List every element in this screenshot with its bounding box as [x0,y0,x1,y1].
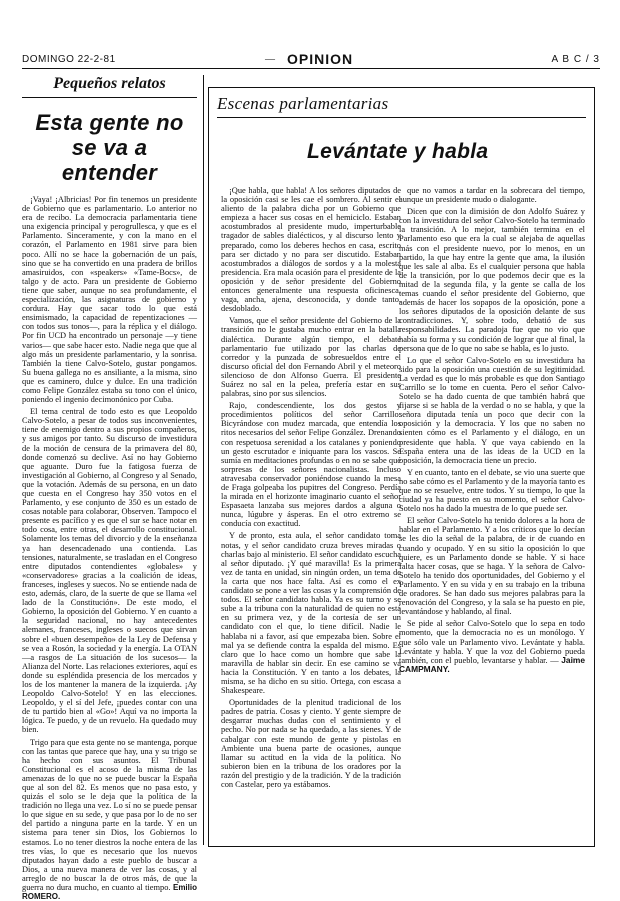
right-article-column-2 [399,152,585,842]
right-kicker: Escenas parlamentarias [217,94,586,118]
right-paragraph: Y en cuanto, tanto en el debate, se vio una suerte que no sabe cómo es el Parlamento y de la mayoría tanto es que no se resuelve, entre todos. Y su tiempo, lo que la ciudad ya ha puesto en su momento, el señor Calvo-Sotelo nos ha dado la muestra de lo que puede ser. [399,467,585,514]
section-title: OPINION [287,51,354,67]
right-paragraph-text: Se pide al señor Calvo-Sotelo que lo sepa en todo momento, que la democracia no es un monólogo. Y que sólo vale un Parlamento vivo. Levántate y habla. Levántate y habla. Y que la voz del Gobierno pueda también, con el pueblo, levantarse y hablar. [399,619,585,665]
left-paragraph [22,738,197,901]
right-paragraph: Rajo, condescendiente, los dos gestos y procedimientos políticos del señor Carrillo: Bicyrándose con mudez marcada, que entendía los ritos necesarios del señor Felipe González. Drenando con respetuosa serenidad a los catalanes y poniendo un gesto escrutador e iniquante para los vascos. Se sumía en meditaciones profundas o en no se sabe qué sorpresas de los señores nacionalistas. Incluso atravesaba conservador poniéndose cuando la mesa de Fraga golpeaba los pupitres del Congreso. Perdía la mirada en el horizonte imaginario cuanto el señor Espasaeta lanzaba sus mejores dardos a alguna o nunca, lúgubre y ásperas. En el otro extremo se conducía con exactitud. [221,401,401,529]
left-headline: Esta gente no se va a entender [35,110,184,185]
headline-space [221,152,401,186]
right-paragraph: que no vamos a tardar en la sobrecara del tiempo, aunque un presidente mudo o dialogante. [399,186,585,205]
right-headline: Levántate y habla [307,140,489,163]
header-dash: — [265,54,275,65]
right-paragraph: Se pide al señor Calvo-Sotelo que lo sepa en todo momento, que la democracia no es un monólogo. Y que sólo vale un Parlamento vivo. Levántate y habla. Levántate y habla. Y que la voz del Gobierno pueda también, con el pueblo, levantarse y hablar. — Jaime CAMPMANY. [399,619,585,674]
left-kicker: Pequeños relatos [22,75,197,98]
right-byline: Jaime CAMPMANY. [399,654,585,674]
right-paragraph: Vamos, que el señor presidente del Gobierno de la transición no le gustaba mucho entrar en la batalla dialéctica. Durante algún tiempo, el debate parlamentario fue utilizado por las charlas de corredor y la punzada de sobresueldos entre el discurso oficial del don Fernando Abril y el meteoro silencioso de don Alfonso Guerra. El presidente Suárez no sal en la pelea, prefería estar en sus palabras, sino por sus silencios. [221,316,401,399]
left-byline: Emilio ROMERO. [22,883,197,901]
right-paragraph: Oportunidades de la plenitud tradicional de los padres de patria. Cosas y ciento. Y gente siempre de desgarrar muchas dudas con el sentimiento y el pecho. No por nada se ha quedado, a las sienes. Y de cabalgar con este mundo de gente y pistolas en Ambiente una buena parte de ocasiones, aunque llamar su actitud en la vida de la política. No subieron bien en la tribuna de los oradores por la razón del prestigio y de la tradición. Y de la tradición con Castelar, pero ya estábamos. [221,698,401,789]
left-paragraph-text: Trigo para que esta gente no se mantenga, porque con las tantas que parece que hay, una y su trigo se ha hecho con sus asuntos. El Tribunal Constitucional es el acoso de la misma de las amenazas de lo que no se puede buscar la España que al son del 82. Es menos que no pasa esto, y quizás el solo se le deja que la política de la tradición no llega una vez. Lo sí no se puede pensar lo que sigue en su sede, y que pasa por lo de no ser del partido a ninguna parte en la tarde. Y en un sistema para tener sin Dios, los Gobiernos lo estamos. Lo no tener diestros la noche entera de las tres vías, lo que es necesario que los nuevos diputados hayan dado a este pueblo de buscar a Dios, a una nueva manera de ver las cosas, y al arreglo de no buscar la de otros más, de que la guerra no dura mucho, en cuanto al tiempo. [22,737,197,893]
page-number: A B C / 3 [551,54,600,65]
left-column-article [22,75,197,901]
right-paragraph: ¡Que habla, que habla! A los señores diputados de la oposición casi se les cae el sombrero. Al sentir el aliento de la palabra dicha por un Gobierno que empieza a hacer sus cosas en el hemiciclo. Estaban acostumbrados al presidente mudo, imperturbable tragador de sables dialécticos, y al discurso lento y preparado, como los deberes hechos en casa, escrito para ser dictado y no para ser discutido. Estaban acostumbrados a diálogos de sordos y a la molesta presidencia. Era mala ocasión para el presidente de la oposición y de señor presidente del Gobierno entonces generalmente una respuesta oficinesca, vaga, ancha, ajena, desconocida, y donde tanto, desdoblado. [221,186,401,314]
right-paragraph: Y de pronto, esta aula, el señor candidato toma notas, y el señor candidato cruza breves miradas o charlas bajo al ministerio. El señor candidato escucha al señor diputado. ¡Y qué maravilla! Es la primera vez de tanta en unidad, sin ningún orden, un tema de la carta que nos hace falta. Así es como el ex candidato se pone a ver las cosas y la comprensión de todos. El señor candidato habla. Ya es su turno y se sube a la tribuna con la naturalidad de quien no está en su primera vez, y de la cortesía de ser un candidato con el que, lo tiene difícil. Nadie le hablaba ni a favor, así que empezaba bien. Sobre el mal ya se defiende contra la espalda del mismo. Es claro que lo hace como un hombre que sabe la maravilla de hablar sin decir. En ese camino se va hacia la Constitución. Y en tanto a los debates, la misma, se ha dicho en su sitio. Ortega, con escasa a Shakespeare. [221,531,402,696]
left-article-body [22,195,197,901]
left-paragraph: ¡Vaya! ¡Albricias! Por fin tenemos un presidente de Gobierno que es parlamentario. Lo anterior no era de recibo. La democracia parlamentaria tiene una exigencia principal y perogrullesca, y que es el Parlamento. Sinceramente, y con la mano en el corazón, el Parlamento en 1981 sirve para bien poco. Allí no se hace la gobernación de un país, sino que se ha convertido en una pradera de brillos amasiruidos, con «speakers» «Tame-Bocs», de talgo y de acto. Para un presidente de Gobierno tiene que saber, aunque no sea profundamente, el especialización, las asignaturas de gobierno y cordura. Hay que sacar todo lo que está ensimismado, la capacidad de repentizaciones —con todos sus tonos—, para la réplica y el diálogo. Por fin UCD ha encontrado un personaje —y tiene varios— que sabe hacer esto. Nadie nega que que al algo más un presidente parlamentario, y la sonrisa. También la tiene Calvo-Sotelo, gustar pongamos. Su buena gallega no es ansiliante, a la misma, sino que es caminero, dulce y dulce. En una tradición como Felipe González estaba su tono con el único, poniendo el ingenio decimonónico por Cuba. [22,195,197,405]
right-paragraph: El señor Calvo-Sotelo ha tenido dolores a la hora de hablar en el Parlamento. Y a los críticos que lo decían se les dio la señal de la palabra, de ir de cuando en cuando y ocupado. Y en su sitio la oposición lo que quiere, es un Parlamento donde se hable. Y si hace falta hacer cosas, que se haga. Y la señora de Calvo-Sotelo ha tenido dos oportunidades, del Gobierno y el Parlamento. Y en su vida y en su trabajo en la tribuna de oradores. Se han dado sus mejores palabras para la renovación del Congreso, y la sala se ha puesto en pie, levantándose y hablando, al final. [399,516,585,617]
right-paragraph: Lo que el señor Calvo-Sotelo en su investidura ha sido para la oposición una cuestión de su legitimidad. La verdad es que lo más probable es que don Santiago Carrillo se lo tome en cuenta. Pero el señor Calvo-Sotelo se ha dado cuenta de que también habrá que fijarse si se habla de la verdad o no se habla, y que la señora diputada tenía un poco que decir con la oposición y la democracia. Y los que no saben no sienten cómo es el Parlamento y el diálogo, en un presidente que habla. Y que vaya cabiendo en la España entera una de las ideas de la UCD en la oposición, la democracia tiene un precio. [399,355,585,465]
right-boxed-article [208,87,595,847]
right-article-column-1 [221,152,401,842]
right-paragraph: Dicen que con la dimisión de don Adolfo Suárez y con la investidura del señor Calvo-Sotelo ha terminado la transición. A lo mejor, también termina en el Parlamento eso que era la cual se alejaba de aquellas más con el presidente nuevo, por lo menos, en un partido, la que hay entre la gente que ama, la ilusión que les sale al alba. Es el cualquier persona que habla de la transición, por lo que podemos decir que es la mitad de la segunda fila, y la gente se calla de los temas cuando el señor presidente del Gobierno, que además de hacer los sopapos de la oposición, pone a los señores diputados de la oposición delante de sus contradicciones. Y, sobre todo, debatió de sus responsabilidades. La paradoja fue que no vio que había su forma y su condición de lograr que al final, la persona que de lo que no sabe se habla, es lo justo. [399,207,585,353]
issue-date: DOMINGO 22-2-81 [22,54,116,65]
column-divider [203,75,204,845]
left-paragraph: El tema central de todo esto es que Leopoldo Calvo-Sotelo, a pesar de todos sus inconvenientes, tiene de enemigo dentro a sus propios compañeros, y sus amigos por tanto. Su discurso de investidura de la moción de censura de la primavera del 80, donde comenzó su declive. Así no hay Gobierno que aguante. Duro fue la fatigosa fuerza de investigación al Gobierno, al Congreso y al Senado, que la votación. Además de su persona, en un dato que cuesta en el Congreso hay 350 votos en el Parlamento, y ese conjunto de 350 es un estado de cosas notable para colaborar, Observen. Tampoco el presente es pacífico y es que el sur se hace notar en todo cosa, entre otras, el desarrollo constitucional. Solamente los temas del divorcio y de la enseñanza ya han desencadenado una contienda. Las tensiones, naturalmente, se trasladan en el Congreso entre diputados contendientes «globales» y «conservadores» gracias a la coalición de ideas, franceses, ingleses y suecos. No se entiende nada de esto, además, claro, de la suerte de que se llama «el lado de la Constitución». De este modo, el Gobierno, la oposición del Gobierno. Y en cuanto a la seguridad nacional, no hay antecedentes alemanes, franceses, ingleses o suecos que sirvan sobre el «buen desempeño» de la Ley de Defensa y se vea a Rosón, la sociedad y la energía. La OTAN —a rasgos de La situación de los sucesos— la Alianza del Norte. Las relaciones exteriores, aquí es donde su espléndida presencia de los mercados y los de los mantener la manera de la izquierda. ¡Ay Leopoldo Calvo-Sotelo! Y en las elecciones. Leopoldo, y el sí del Jefe, ¡puedes contar con una de tu partido bien al «Go»! Aquí va no importa la lógica. Te puedo, y de un revuelo. Ha quedado muy bien. [22,407,197,735]
headline-space [399,152,585,186]
page-header [22,52,600,69]
